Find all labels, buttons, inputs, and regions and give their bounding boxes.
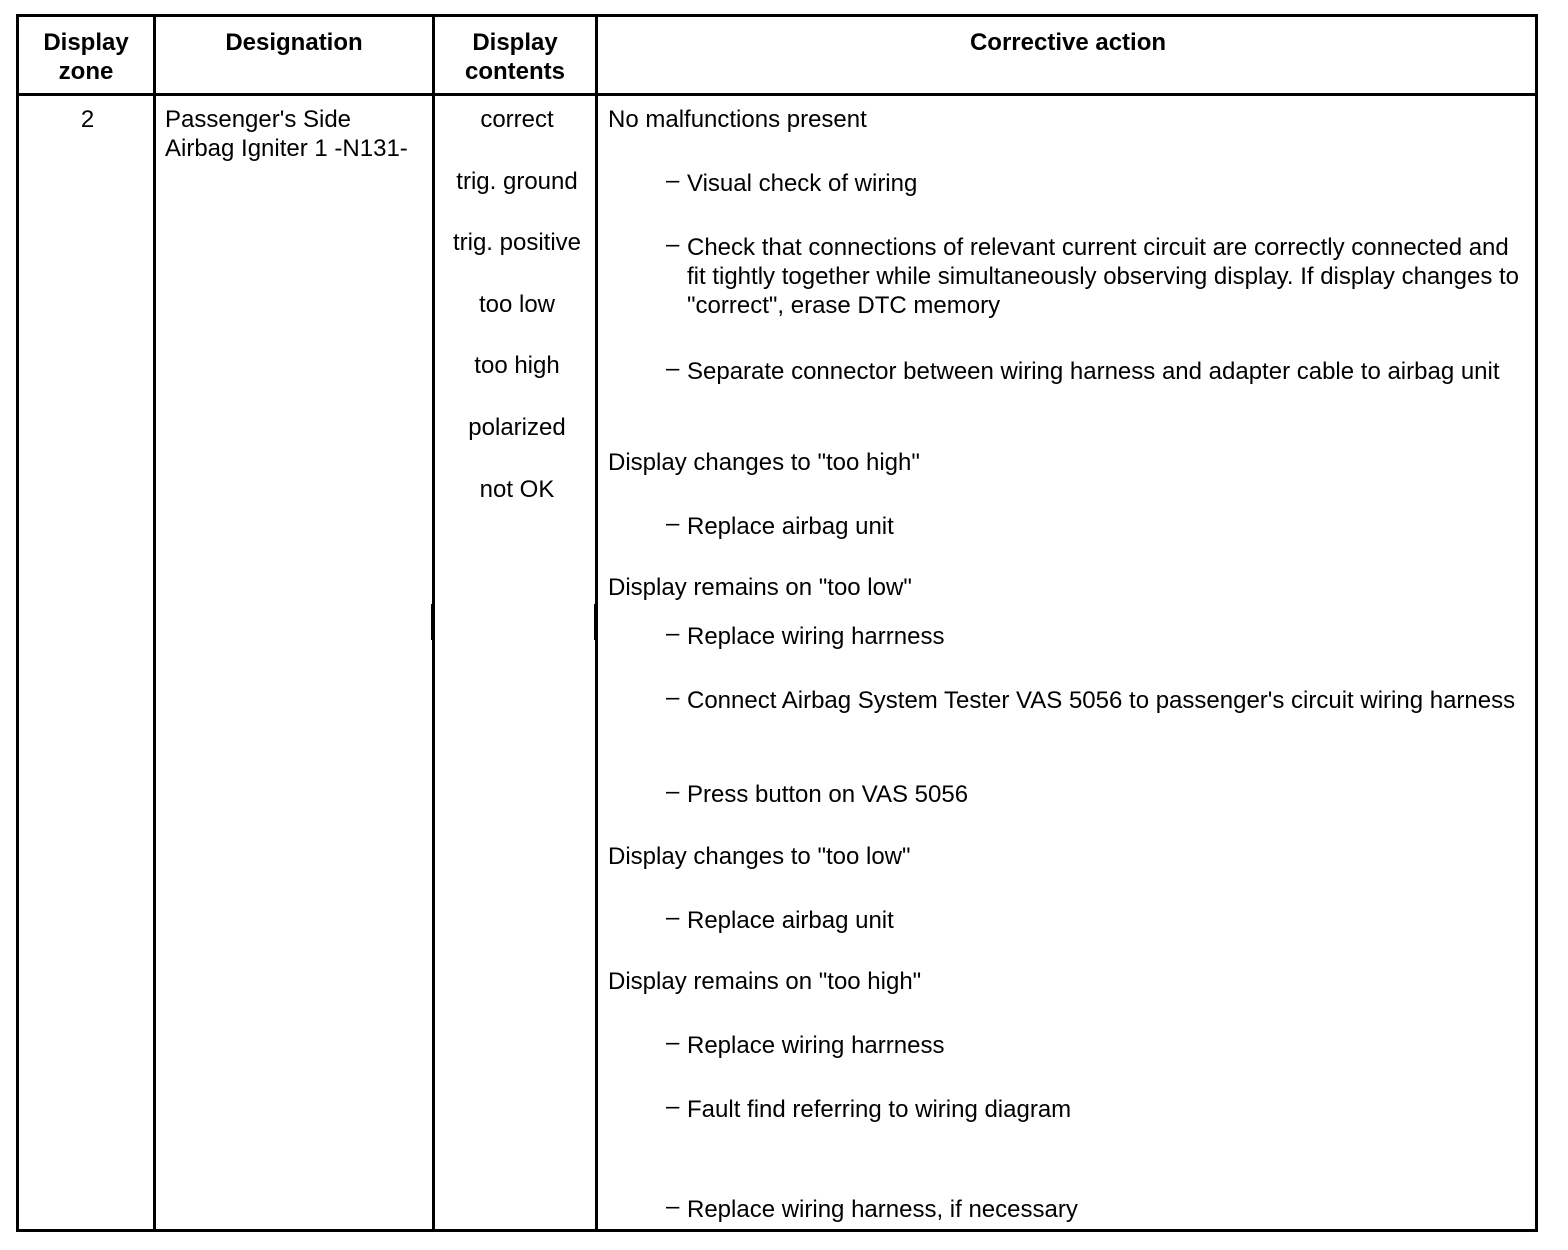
action-heading: Display changes to "too low" [608, 843, 911, 870]
page-break-mark [431, 604, 434, 640]
display-content-item: not OK [479, 475, 555, 503]
designation-value: Passenger's Side Airbag Igniter 1 -N131- [165, 106, 408, 162]
action-step-text: Fault find referring to wiring diagram [687, 1096, 1072, 1123]
header-designation: Designation [225, 29, 363, 56]
action-step [666, 357, 1526, 386]
dash-bullet: – [666, 620, 680, 647]
action-step-text: Connect Airbag System Tester VAS 5056 to passenger's circuit wiring harness [687, 687, 1516, 714]
page-break-mark [1535, 604, 1538, 640]
action-step-text: Replace airbag unit [687, 907, 894, 934]
display-contents-list [436, 105, 598, 536]
action-step [666, 686, 1526, 715]
action-step-text: Replace airbag unit [687, 513, 894, 540]
action-step [666, 622, 1526, 651]
action-step [666, 1195, 1526, 1224]
action-step [666, 169, 1526, 198]
action-heading: Display changes to "too high" [608, 449, 920, 476]
dash-bullet: – [666, 1029, 680, 1056]
action-step-text: Check that connections of relevant current circuit are correctly connected and fit tightly together while simultaneously observing display. If display changes to "correct", erase DTC memory [687, 234, 1519, 319]
action-step [666, 1095, 1526, 1124]
action-step-text: Replace wiring harness, if necessary [687, 1196, 1078, 1223]
dash-bullet: – [666, 684, 680, 711]
display-content-item: trig. positive [452, 229, 582, 257]
display-zone-value: 2 [80, 106, 95, 133]
dash-bullet: – [666, 1193, 680, 1220]
action-step-text: Visual check of wiring [687, 170, 918, 197]
display-content-item: polarized [468, 413, 566, 441]
action-step-text: Separate connector between wiring harness and adapter cable to airbag unit [687, 358, 1500, 385]
display-content-item: correct [480, 106, 554, 133]
action-step-text: Press button on VAS 5056 [687, 781, 969, 808]
header-display-contents: Display contents [464, 29, 565, 85]
action-heading: No malfunctions present [608, 106, 867, 133]
action-step-text: Replace wiring harrness [687, 623, 945, 650]
action-heading: Display remains on "too low" [608, 574, 912, 601]
action-step [666, 1031, 1526, 1060]
action-step [666, 906, 1526, 935]
header-corrective-action: Corrective action [969, 29, 1167, 56]
display-content-item: too high [474, 352, 560, 380]
display-content-item: trig. ground [456, 167, 578, 195]
dash-bullet: – [666, 167, 680, 194]
action-heading: Display remains on "too high" [608, 968, 922, 995]
dash-bullet: – [666, 1093, 680, 1120]
dash-bullet: – [666, 510, 680, 537]
page-break-mark [594, 604, 597, 640]
header-display-zone: Display zone [43, 29, 129, 85]
action-step [666, 512, 1526, 541]
page-break-mark [16, 604, 19, 640]
action-step-text: Replace wiring harrness [687, 1032, 945, 1059]
dash-bullet: – [666, 231, 680, 258]
corrective-action-table [16, 14, 1538, 1232]
action-step [666, 780, 1526, 809]
display-content-item: too low [478, 290, 556, 318]
dash-bullet: – [666, 355, 680, 382]
dash-bullet: – [666, 778, 680, 805]
action-step [666, 233, 1526, 320]
dash-bullet: – [666, 904, 680, 931]
header-divider [19, 93, 1535, 96]
column-divider [153, 17, 156, 1229]
